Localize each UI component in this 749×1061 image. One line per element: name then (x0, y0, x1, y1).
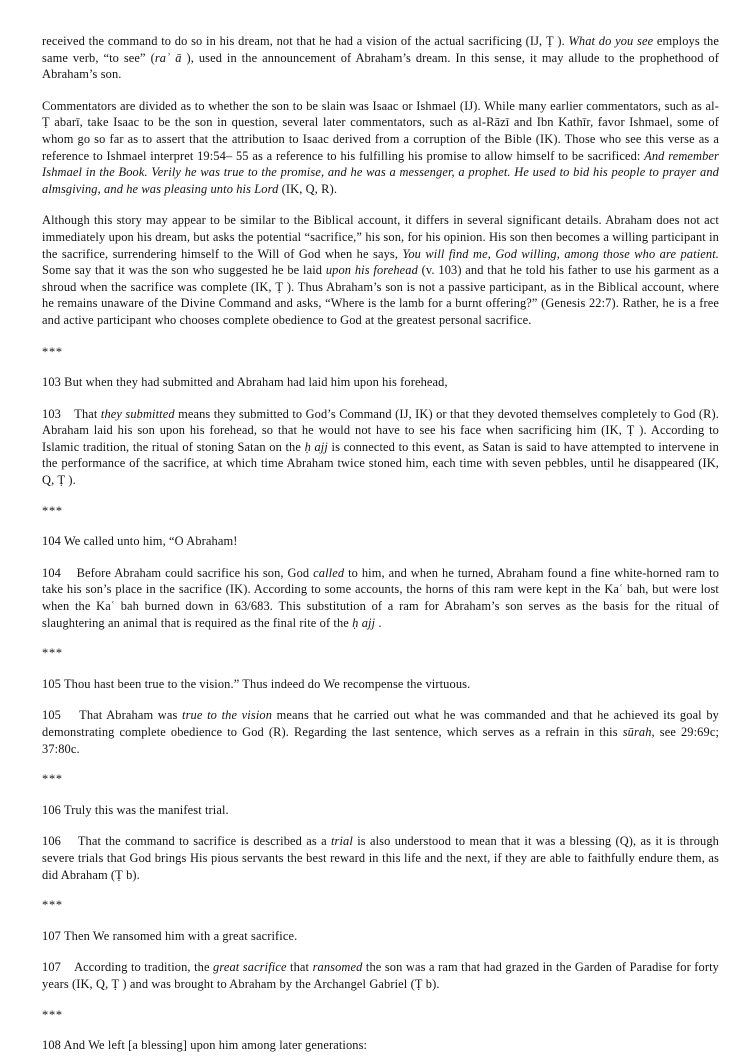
commentary-paragraph: 106 That the command to sacrifice is described as a trial is also understood to mean that it was a blessing (Q), as it is through severe trials that God brings His pious servants the best reward in this life and the next, if they are able to faithfully endure them, as did Abraham (Ṭ b). (42, 834, 719, 882)
commentary-paragraph: 107 According to tradition, the great sacrifice that ransomed the son was a ram that had grazed in the Garden of Paradise for forty years (IK, Q, Ṭ ) and was brought to Abraham by the Archangel Gabriel (Ṭ b). (42, 960, 719, 991)
verse-text: 105 Thou hast been true to the vision.” Thus indeed do We recompense the virtuous. (42, 676, 471, 691)
body-paragraph: Although this story may appear to be similar to the Biblical account, it differs in several significant details. Abraham does not act immediately upon his dream, but asks the potential “sacrifice,” his son, for his opinion. His son then becomes a willing participant in the sacrifice, surrendering himself to the Will of God when he says, You will find me, God willing, among those who are patient. Some say that it was the son who suggested he be laid upon his forehead (v. 103) and that he told his father to use his garment as a shroud when the sacrifice was complete (IK, Ṭ ). Thus Abraham’s son is not a passive participant, as in the Biblical account, where he remains unaware of the Divine Command and asks, “Where is the lamb for a burnt offering?” (Genesis 22:7). Rather, he is a free and active participant who chooses complete obedience to God at the greatest personal sacrifice. (42, 213, 719, 327)
commentary-paragraph: 103 That they submitted means they submitted to God’s Command (IJ, IK) or that they devoted themselves completely to God (R). Abraham laid his son upon his forehead, so that he would not have to see his face when sacrificing him (IK, Ṭ ). According to Islamic tradition, the ritual of stoning Satan on the ḥ ajj is connected to this event, as Satan is said to have attempted to intervene in the performance of the sacrifice, at which time Abraham twice stoned him, each time with seven pebbles, until he disappeared (IK, Q, Ṭ ). (42, 406, 720, 488)
verse-text: 103 But when they had submitted and Abraham had laid him upon his forehead, (42, 375, 448, 390)
verse-text: 106 Truly this was the manifest trial. (42, 802, 229, 817)
commentary-paragraph: 104 Before Abraham could sacrifice his son, God called to him, and when he turned, Abraham found a fine white-horned ram to take his son’s place in the sacrifice (IK). According to some accounts, the horns of this ram were kept in the Kaʿ bah, but were lost when the Kaʿ bah burned down in 63/683. This substitution of a ram for Abraham’s son serves as the basis for the ritual of slaughtering an animal that is required as the final rite of the ḥ ajj . (42, 565, 720, 630)
commentary-paragraph: 105 That Abraham was true to the vision means that he carried out what he was commanded and that he achieved its goal by demonstrating complete obedience to God (R). Regarding the last sentence, which serves as a refrain in this sūrah, see 29:69c; 37:80c. (42, 708, 720, 756)
section-separator: *** (42, 503, 63, 518)
page-content (42, 33, 719, 1054)
body-paragraph: Commentators are divided as to whether the son to be slain was Isaac or Ishmael (IJ). While many earlier commentators, such as al-Ṭ abarī, take Isaac to be the son in question, several later commentators, such as al-Rāzī and Ibn Kathīr, favor Ishmael, some of whom go so far as to assert that the attribution to Isaac derived from a corruption of the Bible (IK). Those who see this verse as a reference to Ishmael interpret 19:54– 55 as a reference to his fulfilling his promise to allow himself to be sacrificed: And remember Ishmael in the Book. Verily he was true to the promise, and he was a messenger, a prophet. He used to bid his people to prayer and almsgiving, and he was pleasing unto his Lord (IK, Q, R). (42, 98, 719, 196)
section-separator: *** (42, 898, 63, 913)
verse-text: 108 And We left [a blessing] upon him among later generations: (42, 1038, 368, 1053)
body-paragraph: received the command to do so in his dream, not that he had a vision of the actual sacrificing (IJ, Ṭ ). What do you see employs the same verb, “to see” (raʾ ā ), used in the announcement of Abraham’s dream. In this sense, it may allude to the prophethood of Abraham’s son. (42, 34, 720, 82)
section-separator: *** (42, 344, 63, 359)
verse-text: 104 We called unto him, “O Abraham! (42, 534, 238, 549)
section-separator: *** (42, 646, 63, 661)
section-separator: *** (42, 1007, 63, 1022)
section-separator: *** (42, 772, 63, 787)
verse-text: 107 Then We ransomed him with a great sacrifice. (42, 928, 298, 943)
